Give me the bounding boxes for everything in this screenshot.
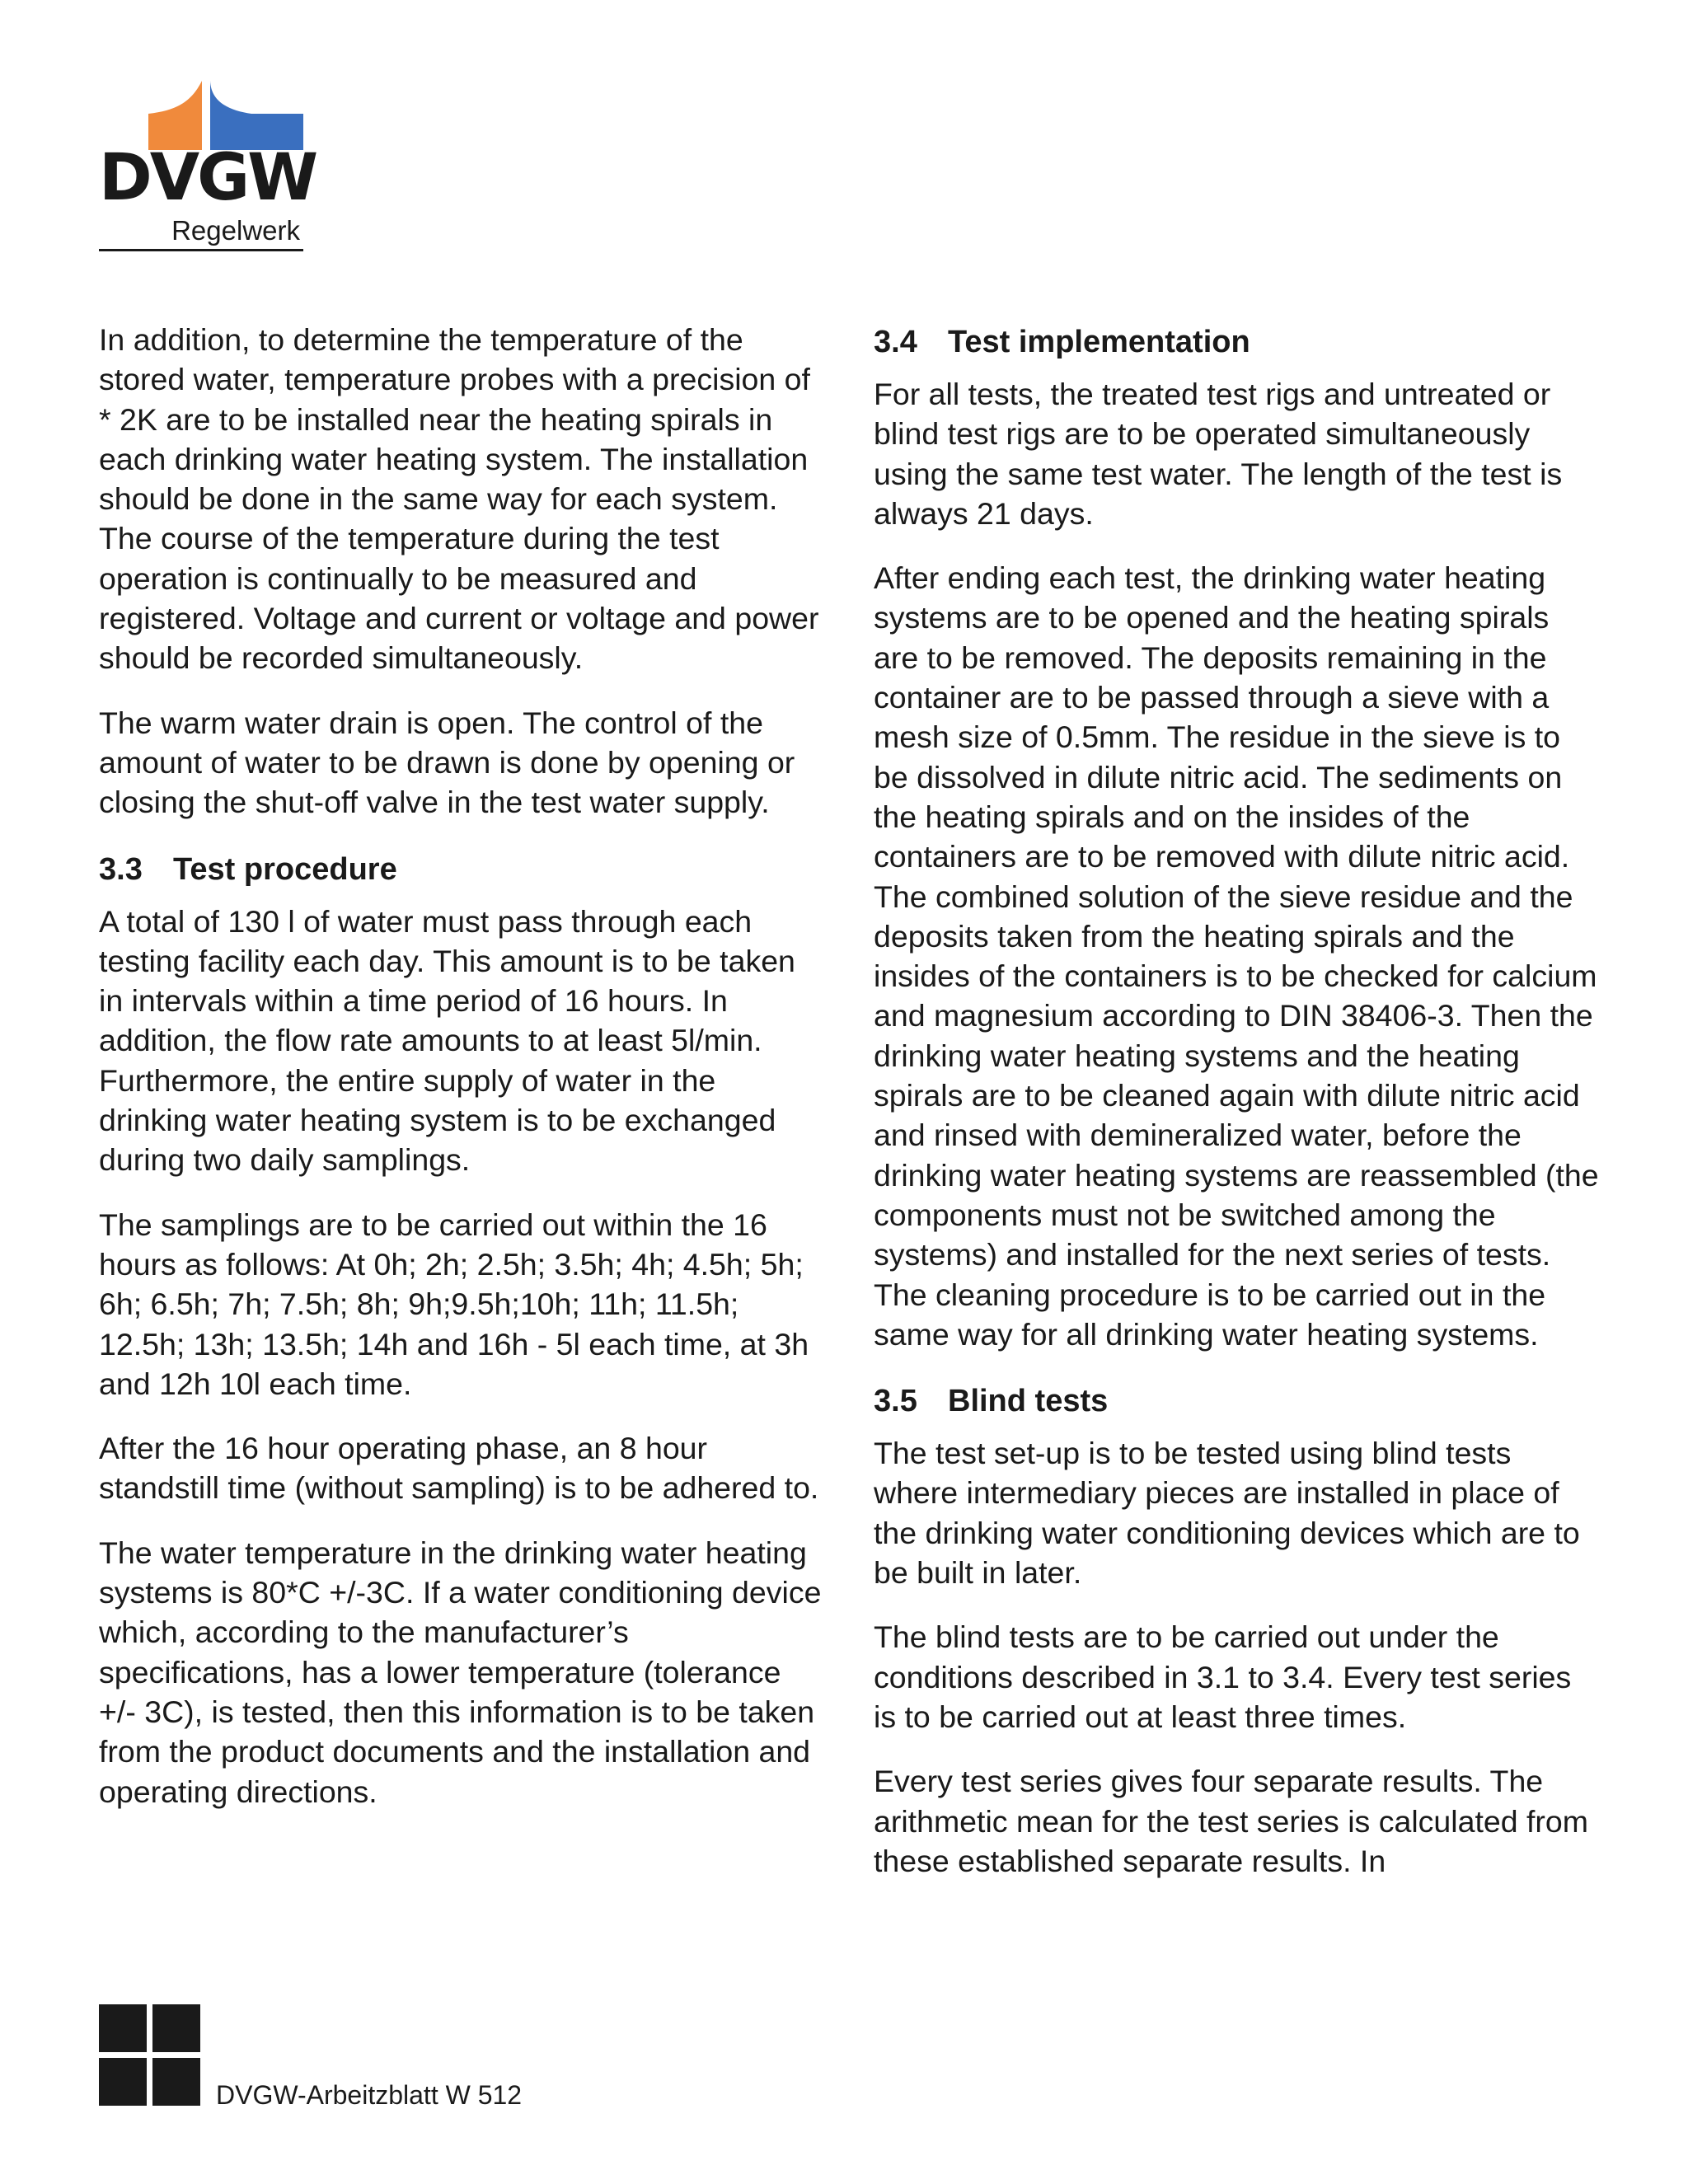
section-heading-3-4: [874, 320, 1599, 364]
paragraph: After ending each test, the drinking water heating systems are to be opened and the heating spirals are to be removed. The deposits remaining in the container are to be passed through a sieve with a mesh size of 0.5mm. The residue in the sieve is to be dissolved in dilute nitric acid. The sediments on the heating spirals and on the insides of the containers are to be removed with dilute nitric acid. The combined solution of the sieve residue and the deposits taken from the heating spirals and the insides of the containers is to be checked for calcium and magnesium according to DIN 38406-3. Then the drinking water heating systems and the heating spirals are to be cleaned again with dilute nitric acid and rinsed with demineralized water, before the drinking water heating systems are reassembled (the components must not be switched among the systems) and installed for the next series of tests. The cleaning procedure is to be carried out in the same way for all drinking water heating systems.: [874, 560, 1599, 1352]
section-title: Test procedure: [173, 851, 397, 887]
logo-wordmark: DVGW: [99, 141, 316, 215]
logo-divider: [99, 249, 303, 251]
section-title: Blind tests: [948, 1384, 1109, 1419]
footer-grid-icon: [99, 2004, 200, 2106]
section-heading-3-5: [874, 1379, 1599, 1423]
paragraph: The water temperature in the drinking water heating systems is 80*C +/-3C. If a water conditioning device which, according to the manufacturer’s specifications, has a lower temperature (tolerance +/- 3C), is tested, then this information is to be taken from the product documents and the installation and operating directions.: [99, 1535, 822, 1809]
section-number: 3.4: [874, 325, 917, 359]
section-number: 3.3: [99, 851, 143, 887]
paragraph: The blind tests are to be carried out under the conditions described in 3.1 to 3.4. Every test series is to be carried out at least three times.: [874, 1619, 1572, 1734]
left-column: [99, 320, 824, 1836]
logo-subtitle: Regelwerk: [171, 215, 300, 246]
section-heading-3-3: [99, 847, 824, 892]
paragraph: After the 16 hour operating phase, an 8 hour standstill time (without sampling) is to be adhered to.: [99, 1431, 819, 1506]
paragraph: A total of 130 l of water must pass through each testing facility each day. This amount is to be taken in intervals within a time period of 16 hours. In addition, the flow rate amounts to at least 5l/min. Furthermore, the entire supply of water in the drinking water heating system is to be exchanged during two daily samplings.: [99, 903, 795, 1178]
footer-document-label: DVGW-Arbeitzblatt W 512: [216, 2080, 523, 2110]
section-number: 3.5: [874, 1384, 917, 1419]
paragraph: The samplings are to be carried out within the 16 hours as follows: At 0h; 2h; 2.5h; 3.5h; 4h; 4.5h; 5h; 6h; 6.5h; 7h; 7.5h; 8h; 9h;9.5h;10h; 11h; 11.5h; 12.5h; 13h; 13.5h; 14h and 16h - 5l each time, at 3h and 12h 10l each time.: [99, 1207, 809, 1401]
paragraph: In addition, to determine the temperature of the stored water, temperature probes with a precision of * 2K are to be installed near the heating spirals in each drinking water heating system. The installation should be done in the same way for each system. The course of the temperature during the test operation is continually to be measured and registered. Voltage and current or voltage and power should be recorded simultaneously.: [99, 322, 819, 676]
paragraph: The test set-up is to be tested using blind tests where intermediary pieces are installed in place of the drinking water conditioning devices which are to be built in later.: [874, 1436, 1580, 1591]
paragraph: Every test series gives four separate results. The arithmetic mean for the test series is calculated from these established separate results. In: [874, 1764, 1589, 1878]
paragraph: The warm water drain is open. The control of the amount of water to be drawn is done by opening or closing the shut-off valve in the test water supply.: [99, 705, 795, 820]
right-column: [874, 320, 1599, 1905]
paragraph: For all tests, the treated test rigs and untreated or blind test rigs are to be operated simultaneously using the same test water. The length of the test is always 21 days.: [874, 377, 1563, 531]
section-title: Test implementation: [948, 325, 1250, 359]
